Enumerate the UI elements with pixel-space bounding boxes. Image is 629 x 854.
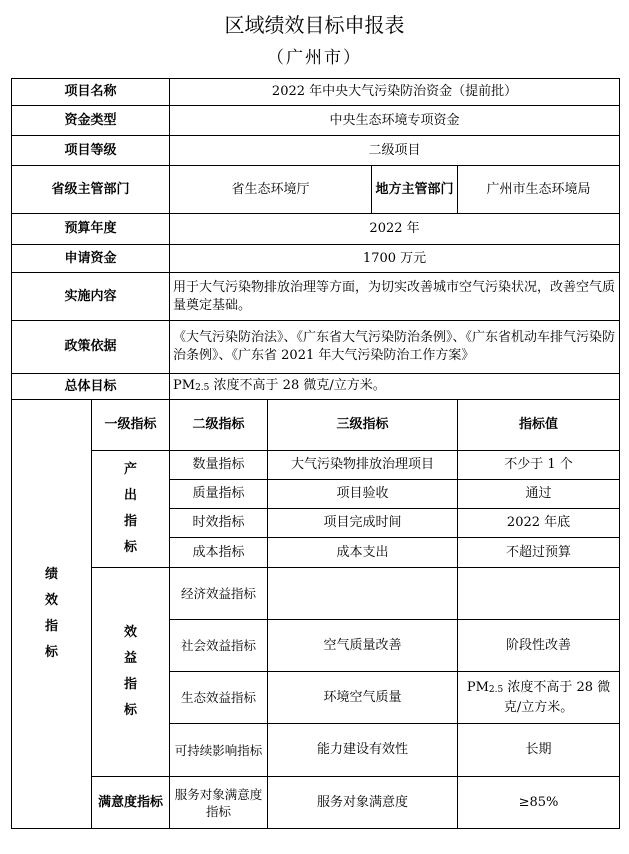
project-level-label: 项目等级 [12, 136, 170, 166]
output-l2: 时效指标 [170, 509, 268, 538]
header-level1: 一级指标 [92, 400, 170, 451]
provincial-dept-value: 省生态环境厅 [170, 166, 372, 214]
satisfaction-l1: 满意度指标 [92, 777, 170, 829]
provincial-dept-label: 省级主管部门 [12, 166, 170, 214]
row-policy [12, 321, 620, 374]
local-dept-value: 广州市生态环境局 [458, 166, 620, 214]
content-value: 用于大气污染物排放治理等方面，为切实改善城市空气污染状况，改善空气质量奠定基础。 [170, 273, 620, 321]
indicator-header-row [12, 400, 620, 451]
output-l3: 成本支出 [268, 538, 458, 568]
performance-target-table [11, 78, 620, 829]
benefit-value [458, 568, 620, 620]
page-title: 区域绩效目标申报表 [224, 13, 405, 37]
row-budget-year [12, 214, 620, 245]
fund-type-label: 资金类型 [12, 106, 170, 136]
page-subtitle: （广州市） [267, 48, 362, 68]
requested-funds-label: 申请资金 [12, 245, 170, 273]
table-row [12, 777, 620, 829]
row-departments [12, 166, 620, 214]
budget-year-value: 2022 年 [170, 214, 620, 245]
table-row [12, 568, 620, 620]
table-row [12, 451, 620, 480]
benefit-value: $PM_{2.5}$ 浓度不高于 28 微克/立方米。 [458, 672, 620, 724]
benefit-l2: 生态效益指标 [170, 672, 268, 724]
output-value: 2022 年底 [458, 509, 620, 538]
project-name-label: 项目名称 [12, 79, 170, 106]
row-overall-goal [12, 374, 620, 400]
output-l2: 质量指标 [170, 480, 268, 509]
benefit-l2: 可持续影响指标 [170, 724, 268, 777]
output-l3: 大气污染物排放治理项目 [268, 451, 458, 480]
benefit-l2: 社会效益指标 [170, 620, 268, 672]
output-l2: 数量指标 [170, 451, 268, 480]
output-value: 不少于 1 个 [458, 451, 620, 480]
overall-goal-value: $PM_{2.5}$ 浓度不高于 28 微克/立方米。 [170, 374, 620, 400]
benefit-l3: 能力建设有效性 [268, 724, 458, 777]
policy-label: 政策依据 [12, 321, 170, 374]
header-level2: 二级指标 [170, 400, 268, 451]
local-dept-label: 地方主管部门 [372, 166, 458, 214]
overall-goal-label: 总体目标 [12, 374, 170, 400]
budget-year-label: 预算年度 [12, 214, 170, 245]
project-level-value: 二级项目 [170, 136, 620, 166]
output-l3: 项目完成时间 [268, 509, 458, 538]
row-fund-type [12, 106, 620, 136]
policy-value: 《大气污染防治法》、《广东省大气污染防治条例》、《广东省机动车排气污染防治条例》、《广东省 2021 年大气污染防治工作方案》 [170, 321, 620, 374]
output-l3: 项目验收 [268, 480, 458, 509]
benefit-l3 [268, 568, 458, 620]
requested-funds-value: 1700 万元 [170, 245, 620, 273]
satisfaction-l2: 服务对象满意度指标 [170, 777, 268, 829]
benefit-l2: 经济效益指标 [170, 568, 268, 620]
benefit-l3: 空气质量改善 [268, 620, 458, 672]
benefit-value: 长期 [458, 724, 620, 777]
fund-type-value: 中央生态环境专项资金 [170, 106, 620, 136]
benefit-indicator-label: 效 益 指 标 [92, 568, 170, 777]
row-project-level [12, 136, 620, 166]
output-indicator-label: 产 出 指 标 [92, 451, 170, 568]
header-value: 指标值 [458, 400, 620, 451]
content-label: 实施内容 [12, 273, 170, 321]
row-project-name [12, 79, 620, 106]
benefit-l3: 环境空气质量 [268, 672, 458, 724]
perf-indicator-label: 绩 效 指 标 [12, 400, 92, 829]
satisfaction-value: ≥85% [458, 777, 620, 829]
header-level3: 三级指标 [268, 400, 458, 451]
project-name-value: 2022 年中央大气污染防治资金（提前批） [170, 79, 620, 106]
satisfaction-l3: 服务对象满意度 [268, 777, 458, 829]
row-content [12, 273, 620, 321]
benefit-value: 阶段性改善 [458, 620, 620, 672]
output-value: 通过 [458, 480, 620, 509]
row-requested-funds [12, 245, 620, 273]
output-l2: 成本指标 [170, 538, 268, 568]
output-value: 不超过预算 [458, 538, 620, 568]
